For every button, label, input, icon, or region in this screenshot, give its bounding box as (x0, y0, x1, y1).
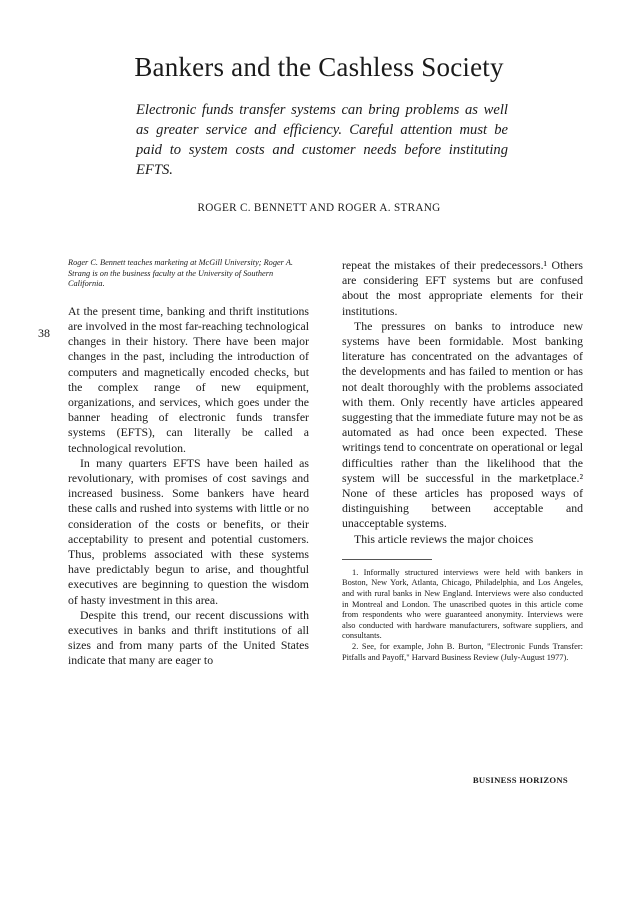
body-paragraph: This article reviews the major choices (354, 531, 534, 546)
body-paragraph: At the present time, banking and thrift institutions are involved in the most far-reaching technological changes in their history. There have been major changes in the past, including the introduction of computers and magnetically encoded checks, but the complex range of new equipment, organizations, and services, which goes under the banner heading of electronic funds transfer systems (EFTS), can literally be called a technological revolution. (68, 303, 309, 455)
right-column (342, 258, 583, 663)
article-byline: ROGER C. BENNETT AND ROGER A. STRANG (197, 202, 441, 214)
footnote: 2. See, for example, John B. Burton, "Electronic Funds Transfer: Pitfalls and Payoff," Harvard Business Review (July-August 1977). (342, 642, 583, 662)
page-number: 38 (38, 326, 50, 340)
article-title: Bankers and the Cashless Society (134, 52, 504, 82)
body-paragraph: repeat the mistakes of their predecessors.¹ Others are considering EFT systems but are confused about the most appropriate elements for their institutions. (342, 258, 583, 318)
left-column (68, 258, 309, 669)
body-paragraph: Despite this trend, our recent discussions with executives in banks and thrift institutions of all sizes and from many parts of the United States indicate that many are eager to (68, 607, 309, 668)
body-paragraph: In many quarters EFTS have been hailed as revolutionary, with promises of cost savings and increased business. Some bankers have heard these calls and rushed into systems with little or no consideration of the costs or benefits, or their acceptability to present and potential customers. Thus, problems associated with these systems have predictably begun to arise, and thoughtful executives are beginning to question the wisdom of hasty investment in this area. (68, 455, 309, 607)
journal-footer: BUSINESS HORIZONS (472, 775, 568, 785)
footnote-divider (342, 559, 432, 560)
body-paragraph: The pressures on banks to introduce new systems have been formidable. Most banking literature has concentrated on the advantages of the developments and has failed to mention or has not dealt thoroughly with the problems associated with them. Only recently have articles appeared suggesting that the immediate future may not be as automated as had once been expected. These writings tend to concentrate on operational or legal difficulties rather than the likelihood that the system will be successful in the marketplace.² None of these articles has proposed ways of distinguishing between acceptable and unacceptable systems. (342, 318, 583, 531)
article-subtitle: Electronic funds transfer systems can bring problems as well as greater service and efficiency. Careful attention must be paid to system costs and customer needs before instituting EFTS. (136, 102, 508, 178)
author-note: Roger C. Bennett teaches marketing at McGill University; Roger A. Strang is on the business faculty at the University of Southern California. (68, 258, 293, 289)
footnote: 1. Informally structured interviews were held with bankers in Boston, New York, Atlanta, Chicago, Philadelphia, and Los Angeles, and with rural banks in New England. Interviews were also conducted in Montreal and London. The unascribed quotes in this article come from respondents who were guaranteed anonymity. Interviews were also conducted with hardware manufacturers, software suppliers, and consultants. (342, 567, 583, 641)
